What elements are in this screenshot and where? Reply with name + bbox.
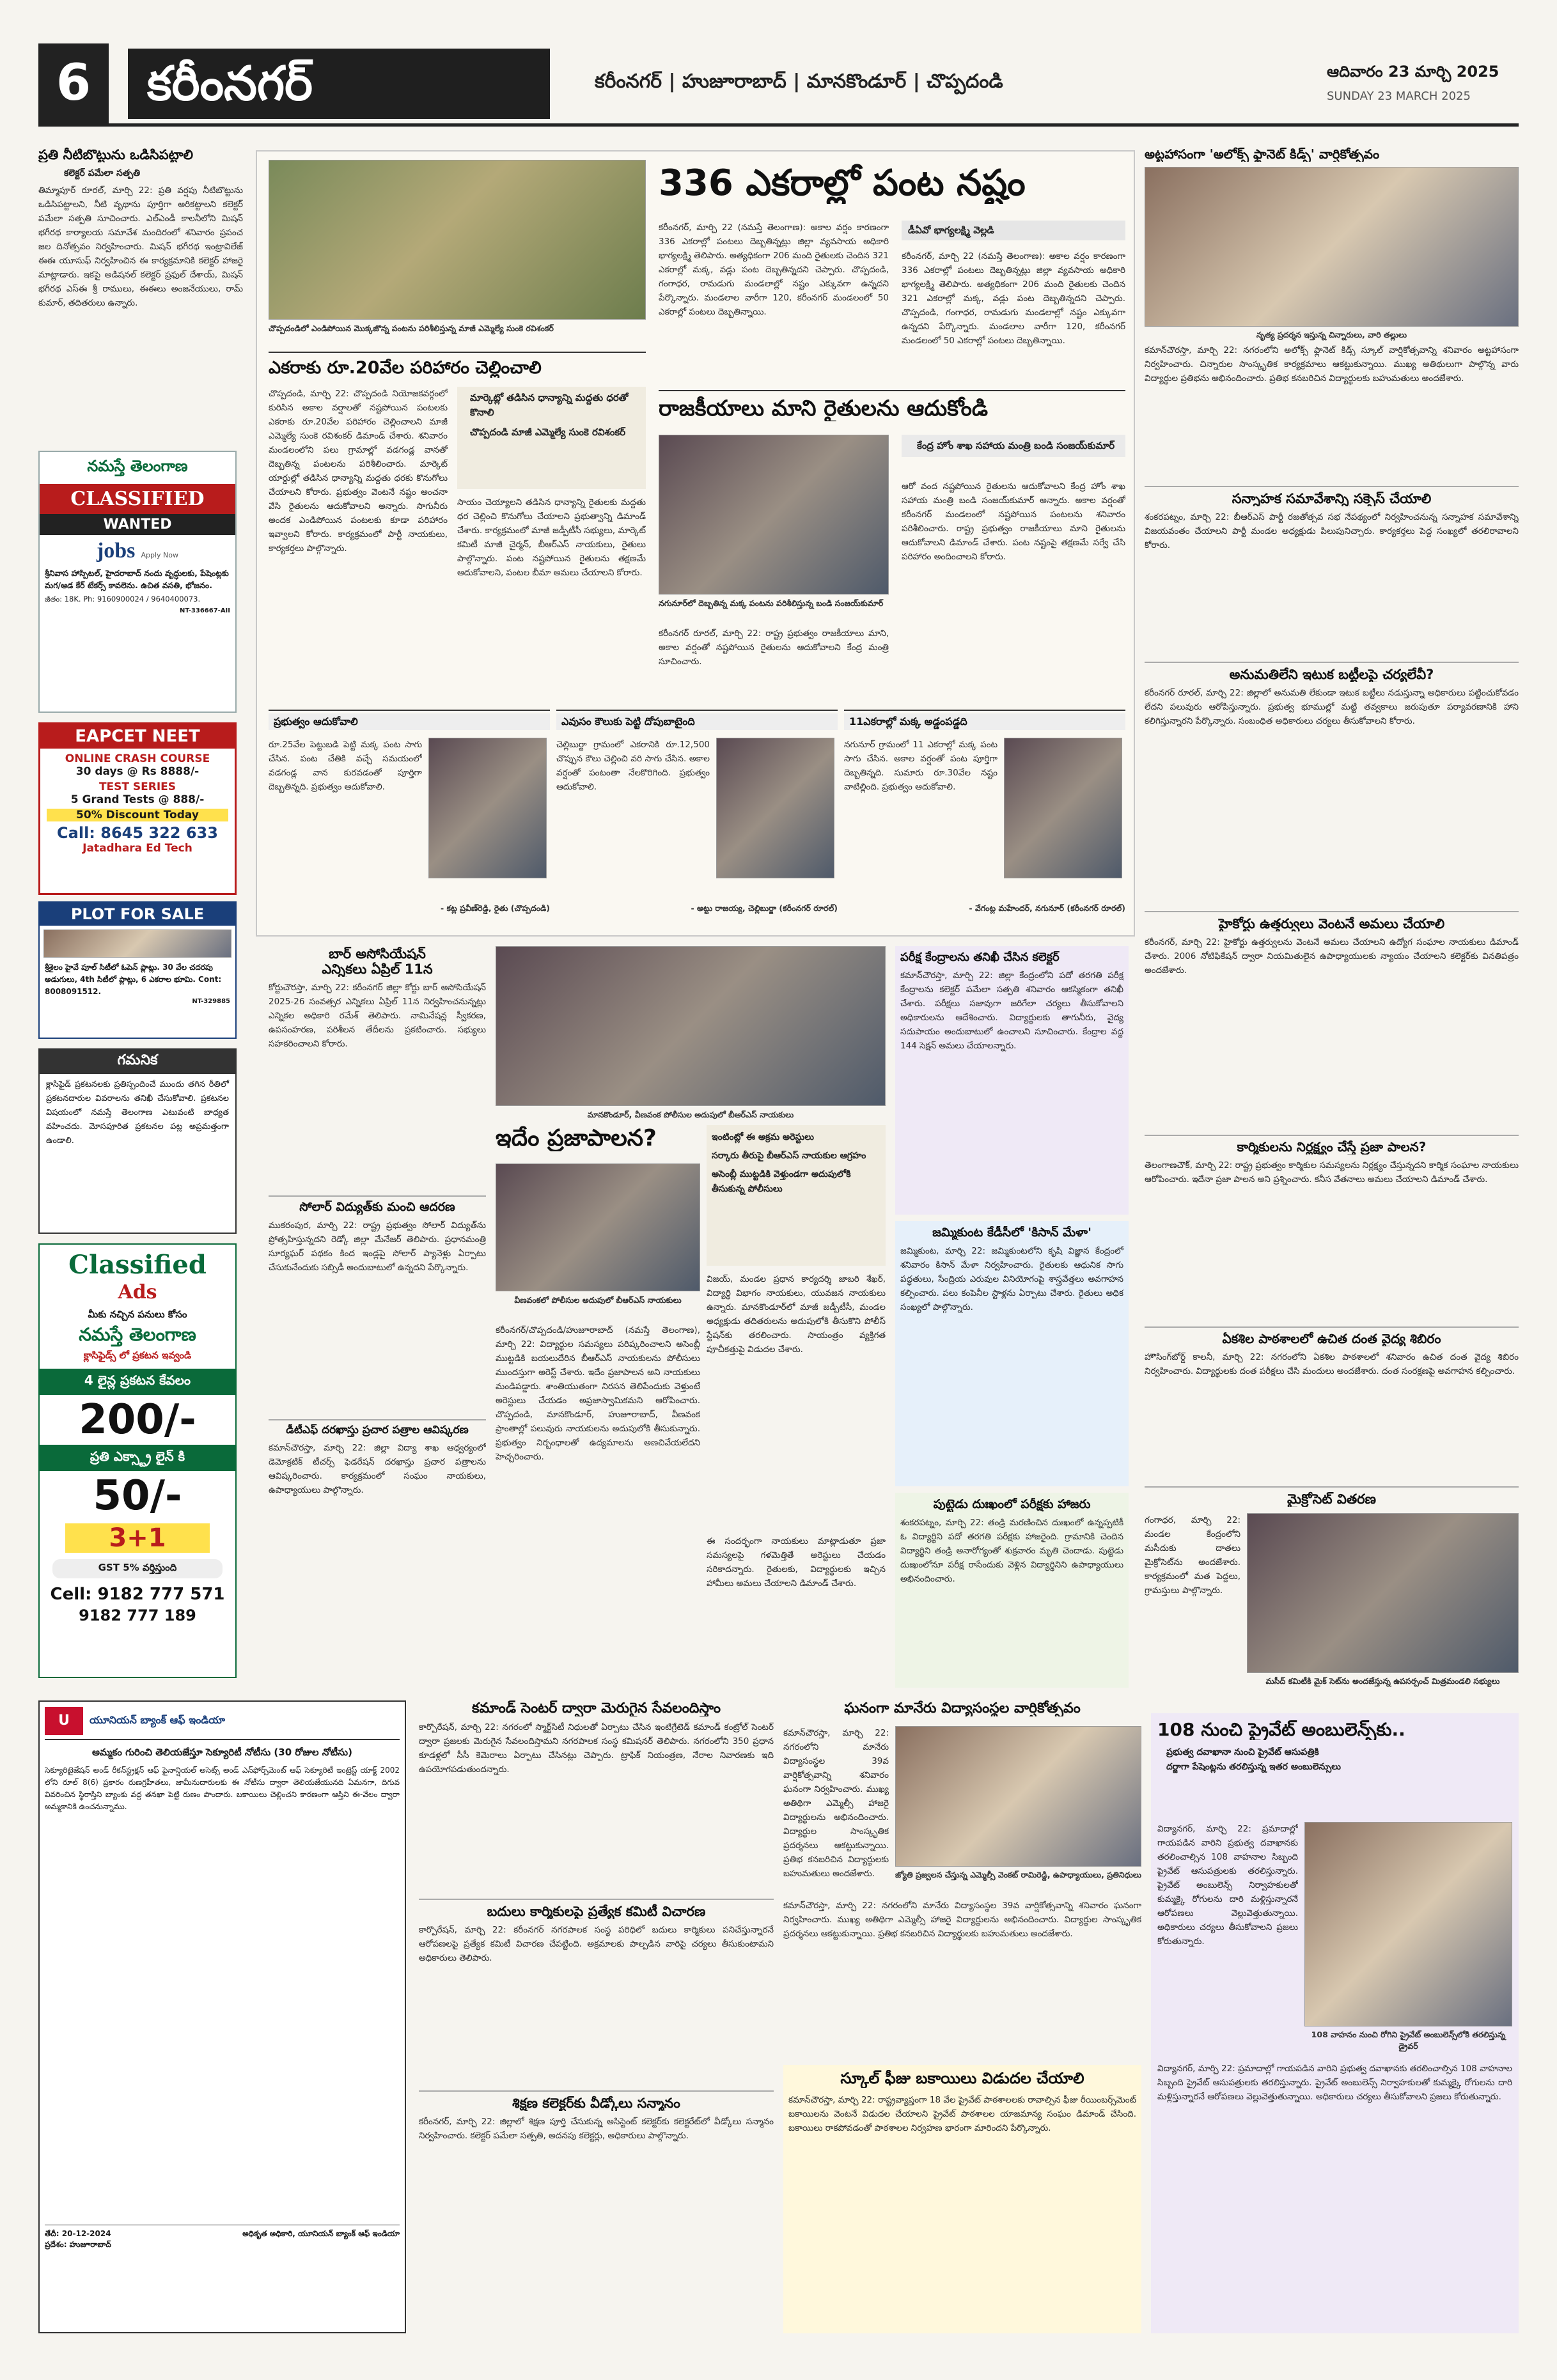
headline: ప్రతి నీటిబొట్టును ఒడిసిపట్టాలి — [38, 147, 194, 162]
ad-title: EAPCET NEET — [40, 724, 235, 749]
headline: ఘనంగా మానేరు విద్యాసంస్థల వార్షికోత్సవం — [844, 1700, 1081, 1716]
bullet-points — [457, 387, 646, 489]
article-body: సాయం చెయ్యాలని తడిసిన ధాన్యాన్ని రైతులకు మద్దతు ధర చెల్లించి కొనుగోలు చేయాలని ప్రభుత్వాన్ని డిమాండ్ చేశారు. కార్యక్రమంలో మాజీ జడ్పీటీసీ సభ్యులు, మార్కెట్ కమిటీ మాజీ చైర్మన్, బీఆర్ఎస్ నాయకులు, రైతులు పాల్గొన్నారు. పంట నష్టపోయిన రైతులను తక్షణమే ఆదుకోవాలని, పంటల బీమా అమలు చేయాలని కోరారు. — [457, 497, 646, 578]
gst-note: GST 5% వర్తిస్తుంది — [52, 1559, 223, 1578]
photo-bandi-sanjay — [659, 435, 889, 595]
headline: 336 ఎకరాల్లో పంట నష్టం — [659, 163, 1026, 204]
article-command-center — [419, 1700, 774, 1892]
article-body: కమాన్‌చౌరస్తా, మార్చి 22: నగరంలోని అలోక్స్ ఫ్లానెట్ కిడ్స్ స్కూల్ వార్షికోత్సవాన్ని శనివారం అట్టహాసంగా నిర్వహించారు. చిన్నారుల సాంస్కృతిక కార్యక్రమాలు ఆకట్టుకున్నాయి. ముఖ్య అతిథులుగా పాల్గొన్న వారు విద్యార్థుల ప్రతిభను అభినందించారు. ప్రతిభ కనబరిచిన విద్యార్థులకు బహుమతులు అందజేశారు. — [1145, 345, 1519, 384]
notice-title: గమనిక — [40, 1050, 235, 1074]
article-rainwater — [38, 147, 243, 435]
article-body: ముకరంపుర, మార్చి 22: రాష్ట్ర ప్రభుత్వం సోలార్ విద్యుత్‌ను ప్రోత్సహిస్తున్నదని రెడ్కో జిల్లా మేనేజర్ తెలిపారు. ప్రధానమంత్రి సూర్యఘర్ పథకం కింద ఇండ్లపై సోలార్ ప్యానెళ్లు ఏర్పాటు చేసుకునేందుకు సబ్సిడీ అందుబాటులో ఉన్నదని పేర్కొన్నారు. — [269, 1220, 486, 1273]
wanted-label: WANTED — [40, 514, 235, 535]
farmer-voice-1 — [269, 710, 550, 930]
voice-title: ఎవుసం కౌలుకు పెట్టి దోపుబాటైంది — [556, 713, 838, 730]
headline: ఏకశిల పాఠశాలలో ఉచిత దంత వైద్య శిబిరం — [1222, 1332, 1441, 1346]
voice-body: రూ.25వేల పెట్టుబడి పెట్టి మక్క పంట సాగు చేసిన. పంట చేతికి వచ్చే సమయంలో వడగండ్ల వాన కురవడంతో పూర్తిగా దెబ్బతిన్నది. ప్రభుత్వం ఆదుకోవాలి. — [269, 740, 422, 792]
article-workers-inquiry — [419, 1899, 774, 2084]
promo-phone: 9182 777 189 — [79, 1606, 196, 1624]
promo-line: మీకు నచ్చిన పనులు కోసం — [88, 1309, 187, 1320]
brand-name: నమస్తే తెలంగాణ — [40, 452, 235, 484]
ad-text: శ్రీనివాస హాస్పిటల్, హైదరాబాద్ నందు వృద్ధులకు, పేషెంట్లకు మగ/ఆడ కేర్ టేకర్స్ కావలెను. ఉచిత వసతి, భోజనం. — [45, 568, 229, 590]
article-body: కార్పొరేషన్, మార్చి 22: కరీంనగర్ నగరపాలక సంస్థ పరిధిలో బదులు కార్మికులు పనిచేస్తున్నారనే ఆరోపణలపై ప్రత్యేక కమిటీ విచారణ చేపట్టింది. అక్రమాలకు పాల్పడిన వారిపై చర్యలు తీసుకుంటామని అధికారులు తెలిపారు. — [419, 1925, 774, 1964]
article-ambulance — [1151, 1713, 1519, 2333]
ad-line: TEST SERIES — [98, 781, 176, 793]
photo-caption: నగునూర్‌లో దెబ్బతిన్న మక్క పంటను పరిశీలిస్తున్న బండి సంజయ్‌కుమార్ — [659, 598, 884, 608]
article-brick-kilns — [1145, 662, 1519, 905]
bank-notice — [38, 1700, 406, 2333]
bullet-item: ఇంటింట్లో ఈ అక్రమ అరెస్టులు — [712, 1132, 814, 1142]
date-english: SUNDAY 23 MARCH 2025 — [1327, 89, 1471, 103]
date-telugu: ఆదివారం 23 మార్చి 2025 — [1327, 63, 1499, 81]
article-body: చొప్పదండి, మార్చి 22: చొప్పదండి నియోజకవర్గంలో కురిసిన అకాల వర్షాలతో నష్టపోయిన పంటలకు ఎకరాకు రూ.20వేల పరిహారం చెల్లించాలని మాజీ ఎమ్మెల్యే సుంకె రవిశంకర్ డిమాండ్ చేశారు. శనివారం మండలంలోని పలు గ్రామాల్లో వడగండ్ల వానతో దెబ్బతిన్న పంటలను పరిశీలించారు. మార్కెట్ యార్డుల్లో తడిసిన ధాన్యాన్ని మద్దతు ధరకు కొనుగోలు చేయాలని కోరారు. ప్రభుత్వం వెంటనే నష్టం అంచనా వేసి రైతులను ఆదుకోవాలని అన్నారు. సాగునీరు అందక ఎండిపోయిన పంటలకు కూడా పరిహారం ఇవ్వాలని కోరారు. కార్యక్రమంలో పార్టీ నాయకులు, కార్యకర్తలు పాల్గొన్నారు. — [269, 389, 448, 554]
bullet-item: ప్రభుత్వ దవాఖానా నుంచి ప్రైవేట్ ఆసుపత్రికి — [1166, 1747, 1319, 1758]
voice-signature: - కట్ల ప్రవీణ్‌రెడ్డి, రైతు (చొప్పదండి) — [441, 903, 550, 913]
headline: పుట్టెడు దుఃఖంలో పరీక్షకు హాజరు — [933, 1498, 1091, 1511]
notice-officer: అధికృత అధికారి, యూనియన్ బ్యాంక్ ఆఫ్ ఇండియా — [242, 2229, 400, 2238]
byline: కలెక్టర్ పమేలా సత్పతి — [64, 168, 141, 179]
photo-ambulance — [1304, 1822, 1512, 2026]
ad-plot — [38, 901, 237, 1039]
photo-caption: నృత్య ప్రదర్శన ఇస్తున్న చిన్నారులు, వారి తల్లులు — [1256, 330, 1407, 339]
article-bar-association — [269, 946, 486, 1189]
ad-line: 5 Grand Tests @ 888/- — [70, 793, 205, 806]
voice-body: నగునూర్ గ్రామంలో 11 ఎకరాల్లో మక్క పంట సాగు చేసిన. అకాల వర్షంతో పంట పూర్తిగా దెబ్బతిన్నది. సుమారు రూ.30వేల నష్టం వాటిల్లింది. ప్రభుత్వం ఆదుకోవాలి. — [844, 740, 998, 792]
headline-line2: ఎన్నికలు ఏప్రిల్ 11న — [322, 961, 433, 977]
article-body: విజయ్, మండల ప్రధాన కార్యదర్శి జాబరి శేఖర్, విద్యార్థి విభాగం నాయకులు, యువజన నాయకులు ఉన్నారు. మానకొండూర్‌లో మాజీ జడ్పీటీసీ, మండల అధ్యక్షుడు తదితరులను అదుపులోకి తీసుకొని పోలీస్ స్టేషన్‌కు తరలించారు. సాయంత్రం వ్యక్తిగత పూచీకత్తుపై విడుదల చేశారు. — [707, 1274, 886, 1355]
article-body: కమాన్‌చౌరస్తా, మార్చి 22: రాష్ట్రవ్యాప్తంగా 18 వేల ప్రైవేట్ పాఠశాలలకు రావాల్సిన ఫీజు రీయింబర్స్‌మెంట్ బకాయిలను వెంటనే విడుదల చేయాలని ప్రైవేట్ పాఠశాలల యాజమాన్య సంఘం డిమాండ్ చేసింది. బకాయిలు రాకపోవడంతో పాఠశాలల నిర్వహణ భారంగా మారిందని పేర్కొన్నారు. — [788, 2094, 1136, 2133]
bank-name: యూనియన్ బ్యాంక్ ఆఫ్ ఇండియా — [90, 1713, 225, 1726]
headline: శిక్షణ కలెక్టర్‌కు వీడ్కోలు సన్మానం — [512, 2096, 680, 2111]
ad-phone: Call: 8645 322 633 — [57, 824, 218, 842]
offer-badge: 3+1 — [65, 1523, 210, 1553]
article-mic-set — [1145, 1486, 1519, 1704]
article-body: కమాన్‌చౌరస్తా, మార్చి 22: నగరంలోని మానేరు విద్యాసంస్థల 39వ వార్షికోత్సవాన్ని శనివారం ఘనంగా నిర్వహించారు. ముఖ్య అతిథిగా ఎమ్మెల్సీ హాజరై విద్యార్థులను అభినందించారు. విద్యార్థుల సాంస్కృతిక ప్రదర్శనలు ఆకట్టుకున్నాయి. ప్రతిభ కనబరిచిన విద్యార్థులకు బహుమతులు అందజేశారు. — [783, 1901, 1141, 1939]
photo-caption: మానకొండూర్, వీణవంక పోలీసుల అదుపులో బీఆర్ఎస్ నాయకులు — [587, 1110, 794, 1119]
ad-line: 30 days @ Rs 8888/- — [75, 765, 200, 778]
article-kids-anniversary — [1145, 147, 1519, 479]
headline: 108 నుంచి ప్రైవేట్ అంబులెన్స్‌కు.. — [1157, 1720, 1405, 1740]
voice-signature: - అట్టు రాజయ్య, చెల్లిబుర్జా (కరీంనగర్ రూరల్) — [691, 903, 838, 913]
photo-manakondur-arrest — [496, 946, 886, 1106]
promo-line: క్లాసిఫైడ్స్ లో ప్రకటన ఇవ్వండి — [83, 1349, 192, 1361]
masthead: కరీంనగర్ — [128, 49, 550, 119]
article-solar — [269, 1195, 486, 1413]
voice-title: ప్రభుత్వం ఆదుకోవాలి — [269, 713, 550, 730]
promo-subtitle: Ads — [118, 1281, 157, 1303]
headline: మైక్రోసెట్ వితరణ — [1287, 1491, 1376, 1507]
voice-title: 11ఎకరాల్లో మక్క అడ్డంపడ్డది — [844, 713, 1125, 730]
photo-caption: 108 వాహనం నుంచి రోగిని ప్రైవేట్ అంబులెన్స్‌లోకి తరలిస్తున్న డ్రైవర్ — [1311, 2030, 1506, 2051]
classified-ads-promo — [38, 1243, 237, 1678]
ad-eapcet — [38, 722, 237, 895]
headline: రాజకీయాలు మాని రైతులను ఆదుకోండి — [659, 390, 1125, 421]
photo-maneru-event — [895, 1726, 1141, 1867]
price-label: ప్రతి ఎక్స్ట్రా లైన్ కి — [40, 1445, 235, 1471]
article-body: విద్యానగర్, మార్చి 22: ప్రమాదాల్లో గాయపడిన వారిని ప్రభుత్వ దవాఖానకు తరలించాల్సిన 108 వాహనాల సిబ్బంది ప్రైవేట్ ఆసుపత్రులకు తరలిస్తున్నారు. ప్రైవేట్ అంబులెన్స్ నిర్వాహకులతో కుమ్మక్కై రోగులను దారి మళ్లిస్తున్నారనే ఆరోపణలు వెల్లువెత్తుతున్నాయి. అధికారులు చర్యలు తీసుకోవాలని ప్రజలు కోరుతున్నారు. — [1157, 1824, 1298, 1947]
promo-title: Classified — [68, 1250, 207, 1280]
photo-caption: చొప్పదండిలో ఎండిపోయిన మొక్కజొన్న పంటను పరిశీలిస్తున్న మాజీ ఎమ్మెల్యే సుంకె రవిశంకర్ — [269, 323, 554, 333]
article-exam-grief — [895, 1493, 1129, 1688]
article-body: హౌసింగ్‌బోర్డ్ కాలనీ, మార్చి 22: నగరంలోని ఏకశిల పాఠశాలలో శనివారం ఉచిత దంత వైద్య శిబిరం నిర్వహించారు. విద్యార్థులకు దంత పరీక్షలు చేసి మందులు అందజేశారు. దంత సంరక్షణపై అవగాహన కల్పించారు. — [1145, 1352, 1519, 1376]
headline: అట్టహాసంగా 'అలోక్స్ ఫ్లానెట్ కిడ్స్' వార్షికోత్సవం — [1145, 147, 1380, 162]
headline: సోలార్ విద్యుత్‌కు మంచి ఆదరణ — [299, 1201, 455, 1214]
bullet-item: మార్కెట్లో తడిసిన ధాన్యాన్ని మద్దతు ధరతో కొనాలి — [470, 392, 629, 418]
ad-salary: జీతం: 18K. Ph: 9160900024 / 9640400073. — [45, 595, 201, 603]
headline: స్కూల్ ఫీజు బకాయిలు విడుదల చేయాలి — [840, 2070, 1084, 2087]
article-highcourt — [1145, 911, 1519, 1128]
article-body: కరీంనగర్/చొప్పదండి/హుజూరాబాద్ (నమస్తే తెలంగాణ), మార్చి 22: విద్యార్థుల సమస్యలు పరిష్కరించాలని అసెంబ్లీ ముట్టడికి బయలుదేరిన బీఆర్ఎస్ నాయకులను పోలీసులు ముందస్తుగా అరెస్ట్ చేశారు. ఇదేం ప్రజాపాలన అని నాయకులు మండిపడ్డారు. శాంతియుతంగా నిరసన తెలిపేందుకు వెళ్తుంటే అరెస్టులు చేయడం అప్రజాస్వామికమని ఆరోపించారు. చొప్పదండి, మానకొండూర్, హుజూరాబాద్, వీణవంక ప్రాంతాల్లో పలువురు నాయకులను అదుపులోకి తీసుకున్నారు. ప్రభుత్వం నిర్బంధాలతో ఉద్యమాలను అణచివేయలేదని హెచ్చరించారు. — [496, 1325, 700, 1462]
bullet-point: కేంద్ర హోం శాఖ సహాయ మంత్రి బండి సంజయ్‌కుమార్ — [902, 435, 1125, 457]
ad-code: NT-336667-AII — [180, 607, 230, 614]
price-value: 50/- — [93, 1472, 182, 1520]
article-dtf — [269, 1419, 486, 1688]
ad-text: శ్రీశైలం హైవే పూల్ సిటీలో ఓపెన్ ప్లాట్లు. 30 వేల చదరపు అడుగులు, 4th సిటీలో ప్లాట్లు, 6 ఎకరాల భూమి. Cont: 8008091512. — [45, 963, 222, 996]
bullet-item: చొప్పదండి మాజీ ఎమ్మెల్యే సుంకె రవిశంకర్ — [470, 426, 626, 438]
article-maneru-anniversary — [783, 1700, 1141, 2058]
article-body: ఆరో వంద నష్టపోయిన రైతులను ఆదుకోవాలని కేంద్ర హోం శాఖ సహాయ మంత్రి బండి సంజయ్‌కుమార్ అన్నారు. అకాల వర్షంతో కరీంనగర్ మండలంలో నష్టపోయిన పంటలను శనివారం పరిశీలించారు. రాష్ట్ర ప్రభుత్వం రాజకీయాలు మాని రైతులను ఆదుకోవాలని డిమాండ్ చేశారు. పంట నష్టంపై తక్షణమే సర్వే చేసి పరిహారం అందించాలని కోరారు. — [902, 481, 1125, 562]
notice-body: సెక్యూరిటైజేషన్ అండ్ రీకన్‌స్ట్రక్షన్ ఆఫ్ ఫైనాన్షియల్ అసెట్స్ అండ్ ఎన్‌ఫోర్స్‌మెంట్ ఆఫ్ సెక్యూరిటీ ఇంట్రెస్ట్ యాక్ట్ 2002 లోని రూల్ 8(6) ప్రకారం రుణగ్రహీతలు, జామీనుదారులకు ఈ నోటీసు ద్వారా తెలియజేయునది ఏమనగా, దిగువ వివరించిన స్థిరాస్తిని బ్యాంకు వద్ద తనఖా పెట్టి రుణం పొందారు. బకాయిలు చెల్లించని కారణంగా ఆస్తిని ఈ-వేలం ద్వారా అమ్మకానికి ఉంచనున్నాము. — [45, 1766, 400, 1811]
headline: అనుమతిలేని ఇటుక బట్టీలపై చర్యలేవీ? — [1229, 667, 1434, 682]
headline: ఇదేం ప్రజాపాలన? — [496, 1125, 657, 1151]
ad-title: PLOT FOR SALE — [40, 903, 235, 926]
article-body: శంకరపట్నం, మార్చి 22: తండ్రి మరణించిన దుఃఖంలో ఉన్నప్పటికీ ఓ విద్యార్థిని పదో తరగతి పరీక్షకు హాజరైంది. గ్రామానికి చెందిన విద్యార్థిని తండ్రి అనారోగ్యంతో శుక్రవారం మృతి చెందాడు. పుట్టెడు దుఃఖంలోనూ పరీక్ష రాసేందుకు వెళ్లిన విద్యార్థినిని ఉపాధ్యాయులు అభినందించారు. — [900, 1517, 1123, 1584]
notice-body: క్లాసిఫైడ్ ప్రకటనలకు ప్రతిస్పందించే ముందు తగిన రీతిలో ప్రకటనదారుల వివరాలను తనిఖీ చేసుకోవాలి. ప్రకటనల విషయంలో నమస్తే తెలంగాణ ఎటువంటి బాధ్యత వహించదు. మోసపూరిత ప్రకటనల పట్ల అప్రమత్తంగా ఉండాలి. — [46, 1080, 229, 1146]
headline: జమ్మికుంట కేడీసీలో 'కిసాన్ మేళా' — [932, 1226, 1091, 1240]
headline: కార్మికులను నిర్లక్ష్యం చేస్తే ప్రజా పాలన? — [1237, 1140, 1427, 1155]
photo-caption: వీణవంకలో పోలీసుల అదుపులో బీఆర్ఎస్ నాయకులు — [514, 1295, 682, 1305]
bullet-item: దర్జాగా పేషెంట్లను తరలిస్తున్న ఇతర అంబులెన్సులు — [1166, 1762, 1341, 1773]
article-kisan-mela — [895, 1221, 1129, 1486]
farmer-photo — [716, 738, 834, 878]
farmer-photo — [428, 738, 547, 878]
voice-signature: - వేగంట్ల మహేందర్, నగునూర్ (కరీంనగర్ రూరల్) — [969, 903, 1125, 913]
classified-ad-jobs — [38, 451, 237, 713]
photo-kids-dance — [1145, 167, 1519, 327]
article-body: కరీంనగర్, మార్చి 22: హైకోర్టు ఉత్తర్వులను వెంటనే అమలు చేయాలని ఉద్యోగ సంఘాల నాయకులు డిమాండ్ చేశారు. 2006 నోటిఫికేషన్ ద్వారా నియమితులైన ఉపాధ్యాయులకు న్యాయం చేయాలని కలెక్టర్‌కు వినతిపత్రం అందజేశారు. — [1145, 937, 1519, 976]
article-body: కమాన్‌చౌరస్తా, మార్చి 22: జిల్లా విద్యా శాఖ ఆధ్వర్యంలో డెమోక్రటిక్ టీచర్స్ ఫెడరేషన్ దరఖాస్తు ప్రచార పత్రాలను ఆవిష్కరించారు. కార్యక్రమంలో సంఘం నాయకులు, ఉపాధ్యాయులు పాల్గొన్నారు. — [269, 1442, 486, 1495]
bullet-point: డీఏవో భాగ్యలక్ష్మి వెల్లడి — [902, 221, 1125, 240]
article-brs-meeting — [1145, 486, 1519, 655]
article-body: కరీంనగర్ రూరల్, మార్చి 22: జిల్లాలో అనుమతి లేకుండా ఇటుక బట్టీలు నడుస్తున్నా అధికారులు పట్టించుకోవడం లేదని పలువురు ఆరోపిస్తున్నారు. ప్రభుత్వ భూముల్లో మట్టి తవ్వకాలు జరుపుతూ పర్యావరణానికి హాని కలిగిస్తున్నారని పేర్కొన్నారు. సంబంధిత అధికారులు చర్యలు తీసుకోవాలని కోరారు. — [1145, 688, 1519, 727]
farmer-voice-2 — [556, 710, 838, 930]
voice-body: చెల్లిబుర్జా గ్రామంలో ఎకరానికి రూ.12,500 చొప్పున కౌలు చెల్లించి వరి సాగు చేసిన. అకాల వర్షంతో పంటంతా నేలకొరిగింది. ప్రభుత్వం ఆదుకోవాలి. — [556, 740, 710, 792]
article-body: శంకరపట్నం, మార్చి 22: బీఆర్ఎస్ పార్టీ రజతోత్సవ సభ నేపథ్యంలో నిర్వహించనున్న సన్నాహక సమావేశాన్ని విజయవంతం చేయాలని పార్టీ మండల అధ్యక్షుడు పిలుపునిచ్చారు. కార్యకర్తలు పెద్ద సంఖ్యలో తరలిరావాలని కోరారు. — [1145, 512, 1519, 551]
photo-caption: జ్యోతి ప్రజ్వలన చేస్తున్న ఎమ్మెల్సీ వెంకట్ రామిరెడ్డి, ఉపాధ్యాయులు, ప్రతినిధులు — [895, 1870, 1141, 1879]
ad-company: Jatadhara Ed Tech — [82, 842, 192, 855]
ad-discount: 50% Discount Today — [47, 809, 228, 821]
photo-mic-donation — [1247, 1513, 1519, 1673]
article-body: కమాన్‌చౌరస్తా, మార్చి 22: నగరంలోని మానేరు విద్యాసంస్థల 39వ వార్షికోత్సవాన్ని శనివారం ఘనంగా నిర్వహించారు. ముఖ్య అతిథిగా ఎమ్మెల్సీ హాజరై విద్యార్థులను అభినందించారు. విద్యార్థుల సాంస్కృతిక ప్రదర్శనలు ఆకట్టుకున్నాయి. ప్రతిభ కనబరిచిన విద్యార్థులకు బహుమతులు అందజేశారు. — [783, 1728, 889, 1879]
classified-label: CLASSIFIED — [40, 484, 235, 514]
headline: డీటీఎఫ్ దరఖాస్తు ప్రచార పత్రాల ఆవిష్కరణ — [286, 1424, 469, 1436]
article-body: విద్యానగర్, మార్చి 22: ప్రమాదాల్లో గాయపడిన వారిని ప్రభుత్వ దవాఖానకు తరలించాల్సిన 108 వాహనాల సిబ్బంది ప్రైవేట్ ఆసుపత్రులకు తరలిస్తున్నారు. ప్రైవేట్ అంబులెన్స్ నిర్వాహకులతో కుమ్మక్కై రోగులను దారి మళ్లిస్తున్నారనే ఆరోపణలు వెల్లువెత్తుతున్నాయి. అధికారులు చర్యలు తీసుకోవాలని ప్రజలు కోరుతున్నారు. — [1157, 2064, 1512, 2102]
article-workers — [1145, 1135, 1519, 1320]
article-body: జమ్మికుంట, మార్చి 22: జమ్మికుంటలోని కృషి విజ్ఞాన కేంద్రంలో శనివారం కిసాన్ మేళా నిర్వహించారు. రైతులకు ఆధునిక సాగు పద్ధతులు, సేంద్రియ ఎరువుల వినియోగంపై శాస్త్రవేత్తలు అవగాహన కల్పించారు. పలు కంపెనీల స్టాళ్లను ఏర్పాటు చేశారు. రైతులు అధిక సంఖ్యలో పాల్గొన్నారు. — [900, 1245, 1123, 1312]
photo-caption: మసీద్ కమిటీకి మైక్ సెట్‌ను అందజేస్తున్న ఉపసర్పంచ్ మిత్రమండలి సభ్యులు — [1265, 1676, 1500, 1686]
farmer-photo — [1004, 738, 1122, 878]
article-body: కరీంనగర్, మార్చి 22 (నమస్తే తెలంగాణ): అకాల వర్షం కారణంగా 336 ఎకరాల్లో పంటలు దెబ్బతిన్నట్లు జిల్లా వ్యవసాయ అధికారి భాగ్యలక్ష్మి తెలిపారు. అత్యధికంగా 206 మంది రైతులకు చెందిన 321 ఎకరాల్లో మక్క, వడ్లు పంట దెబ్బతిన్నదని చెప్పారు. చొప్పదండి, గంగాధర, రామడుగు మండలాల్లో నష్టం ఎక్కువగా ఉన్నదని పేర్కొన్నారు. మండలాల వారీగా 120, కరీంనగర్ మండలంలో 50 ఎకరాల్లో పంటలు దెబ్బతిన్నాయి. — [659, 222, 889, 317]
bullet-item: అసెంబ్లీ ముట్టడికి వెళ్తుండగా అదుపులోకి తీసుకున్న పోలీసులు — [712, 1169, 851, 1194]
page-header — [38, 43, 1519, 127]
notice-place: ప్రదేశం: హుజూరాబాద్ — [45, 2240, 111, 2249]
photo-veenavanka-arrest — [496, 1163, 700, 1291]
article-body: తెలంగాణచౌక్, మార్చి 22: రాష్ట్ర ప్రభుత్వం కార్మికుల సమస్యలను నిర్లక్ష్యం చేస్తున్నదని కార్మిక సంఘాల నాయకులు ఆరోపించారు. ఇదేనా ప్రజా పాలన అని ప్రశ్నించారు. కనీస వేతనాలు అమలు చేయాలని డిమాండ్ చేశారు. — [1145, 1160, 1519, 1185]
apply-label: Apply Now — [141, 551, 179, 559]
price-label: 4 లైన్ల ప్రకటన కేవలం — [40, 1369, 235, 1395]
headline: ఎకరాకు రూ.20వేల పరిహారం చెల్లించాలి — [269, 352, 646, 378]
article-dental-camp — [1145, 1326, 1519, 1480]
article-body: ఈ సందర్భంగా నాయకులు మాట్లాడుతూ ప్రజా సమస్యలపై గళమెత్తితే అరెస్టులు చేయడం సరికాదన్నారు. రైతులకు, విద్యార్థులకు ఇచ్చిన హామీలు అమలు చేయాలని డిమాండ్ చేశారు. — [707, 1536, 886, 1589]
article-body: తిమ్మాపూర్ రూరల్, మార్చి 22: ప్రతి వర్షపు నీటిబొట్టును ఒడిసిపట్టాలని, నీటి వృథాను పూర్తిగా అరికట్టాలని కలెక్టర్ పమేలా సత్పతి సూచించారు. ఎల్ఎండీ కాలనీలోని మిషన్ భగీరథ కార్యాలయ సమావేశ మందిరంలో శనివారం ప్రపంచ జల దినోత్సవం నిర్వహించారు. మిషన్ భగీరథ ఇంట్రావిలేజ్ ఈఈ యూసుఫ్ నిర్వహించిన ఈ కార్యక్రమానికి కలెక్టర్ హాజరై మాట్లాడారు. ఇకపై అడిషనల్ కలెక్టర్ ప్రఫుల్ దేశాయ్, మిషన్ భగీరథ ఎస్ఈ శ్రీ రాములు, ఈఈలు అంజనేయులు, రామ్ కుమార్, తదితరులు ఉన్నారు. — [38, 185, 243, 309]
headline: సన్నాహక సమావేశాన్ని సక్సెస్ చేయాలి — [1232, 491, 1432, 506]
notice-box — [38, 1048, 237, 1234]
headline: కమాండ్ సెంటర్ ద్వారా మెరుగైన సేవలందిస్తాం — [471, 1700, 721, 1716]
ad-line: ONLINE CRASH COURSE — [65, 752, 210, 765]
bullet-points — [707, 1125, 886, 1266]
article-body: కమాన్‌చౌరస్తా, మార్చి 22: జిల్లా కేంద్రంలోని పదో తరగతి పరీక్ష కేంద్రాలను కలెక్టర్ పమేలా సత్పతి శనివారం ఆకస్మికంగా తనిఖీ చేశారు. పరీక్షలు సజావుగా జరిగేలా చర్యలు తీసుకోవాలని అధికారులను ఆదేశించారు. విద్యార్థులకు తాగునీరు, వైద్య సదుపాయం అందుబాటులో ఉంచాలని సూచించారు. కేంద్రాల వద్ద 144 సెక్షన్ అమలు చేయాలన్నారు. — [900, 970, 1123, 1051]
article-body: కోర్టుచౌరస్తా, మార్చి 22: కరీంనగర్ జిల్లా కోర్టు బార్ అసోసియేషన్ 2025-26 సంవత్సర ఎన్నికలు ఏప్రిల్ 11న నిర్వహించనున్నట్లు ఎన్నికల అధికారి రమేశ్ తెలిపారు. నామినేషన్ల స్వీకరణ, ఉపసంహరణ, పరిశీలన తేదీలను ప్రకటించారు. సభ్యులు సహకరించాలని కోరారు. — [269, 983, 486, 1050]
price-value: 200/- — [79, 1396, 196, 1443]
promo-brand: నమస్తే తెలంగాణ — [79, 1324, 196, 1345]
article-body: కరీంనగర్, మార్చి 22 (నమస్తే తెలంగాణ): అకాల వర్షం కారణంగా 336 ఎకరాల్లో పంటలు దెబ్బతిన్నట్లు జిల్లా వ్యవసాయ అధికారి భాగ్యలక్ష్మి తెలిపారు. అత్యధికంగా 206 మంది రైతులకు చెందిన 321 ఎకరాల్లో మక్క, వడ్లు పంట దెబ్బతిన్నదని చెప్పారు. చొప్పదండి, గంగాధర, రామడుగు మండలాల్లో నష్టం ఎక్కువగా ఉన్నదని పేర్కొన్నారు. మండలాల వారీగా 120, కరీంనగర్ మండలంలో 50 ఎకరాల్లో పంటలు దెబ్బతిన్నాయి. — [902, 251, 1125, 346]
promo-phone: Cell: 9182 777 571 — [50, 1585, 225, 1604]
ad-code: NT-329885 — [192, 998, 230, 1005]
headline: బార్ అసోసియేషన్ — [329, 946, 426, 961]
photo-chopadandi-field — [269, 160, 646, 320]
article-body: కరీంనగర్, మార్చి 22: జిల్లాలో శిక్షణ పూర్తి చేసుకున్న అసిస్టెంట్ కలెక్టర్‌కు కలెక్టరేట్‌లో వీడ్కోలు సన్మానం నిర్వహించారు. కలెక్టర్ పమేలా సత్పతి, అదనపు కలెక్టర్లు, అధికారులు పాల్గొన్నారు. — [419, 2117, 774, 2142]
headline: బదులు కార్మికులపై ప్రత్యేక కమిటీ విచారణ — [487, 1904, 706, 1919]
page-number: 6 — [38, 43, 109, 123]
article-school-fees — [783, 2065, 1141, 2333]
plot-image — [43, 929, 231, 958]
farmer-voice-3 — [844, 710, 1125, 930]
article-body: కరీంనగర్ రూరల్, మార్చి 22: రాష్ట్ర ప్రభుత్వం రాజకీయాలు మాని, అకాల వర్షంతో నష్టపోయిన రైతులను ఆదుకోవాలని కేంద్ర మంత్రి సూచించారు. — [659, 628, 889, 667]
edition-list: కరీంనగర్ | హుజూరాబాద్ | మానకొండూర్ | చొప్పదండి — [595, 70, 1003, 93]
headline: పరీక్ష కేంద్రాలను తనిఖీ చేసిన కలెక్టర్ — [900, 951, 1060, 964]
headline: హైకోర్టు ఉత్తర్వులు వెంటనే అమలు చేయాలి — [1218, 916, 1445, 931]
article-body: కార్పొరేషన్, మార్చి 22: నగరంలో స్మార్ట్‌సిటీ నిధులతో ఏర్పాటు చేసిన ఇంటిగ్రేటెడ్ కమాండ్ కంట్రోల్ సెంటర్ ద్వారా ప్రజలకు మెరుగైన సేవలందిస్తామని నగరపాలక సంస్థ కమిషనర్ తెలిపారు. నగరంలోని 350 ప్రధాన కూడళ్లలో సీసీ కెమెరాలు ఏర్పాటు చేసినట్లు చెప్పారు. ట్రాఫిక్ నియంత్రణ, నేరాల నివారణకు ఇది ఉపయోగపడుతుందన్నారు. — [419, 1722, 774, 1775]
bank-logo-icon: U — [45, 1707, 83, 1735]
notice-date: తేదీ: 20-12-2024 — [45, 2229, 111, 2238]
article-trainee-collector — [419, 2090, 774, 2333]
article-exam-inspection — [895, 946, 1129, 1215]
jobs-logo: jobs — [96, 539, 136, 563]
bullet-item: సర్కారు తీరుపై బీఆర్ఎస్ నాయకుల ఆగ్రహం — [712, 1151, 866, 1161]
article-body: గంగాధర, మార్చి 22: మండల కేంద్రంలోని మసీదుకు దాతలు మైక్రోసెట్‌ను అందజేశారు. కార్యక్రమంలో మత పెద్దలు, గ్రామస్తులు పాల్గొన్నారు. — [1145, 1515, 1240, 1596]
notice-heading: అమ్మకం గురించి తెలియజేస్తూ సెక్యూరిటీ నోటీసు (30 రోజుల నోటీసు) — [92, 1746, 352, 1758]
